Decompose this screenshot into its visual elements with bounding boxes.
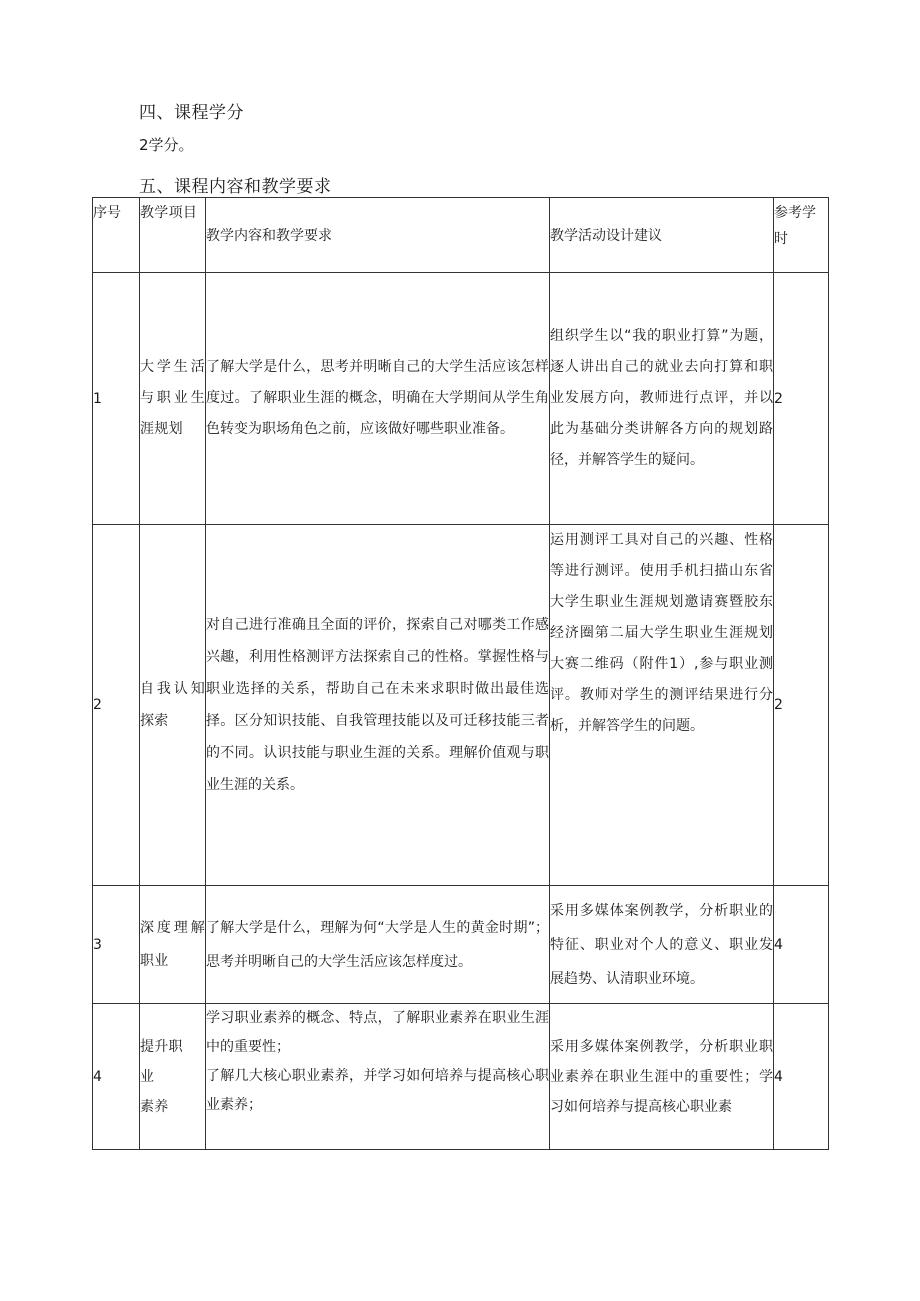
row-num: 2 [93, 525, 140, 886]
header-num: 序号 [93, 198, 140, 273]
row-content-line: 了解几大核心职业素养，并学习如何培养与提高核心职业素养； [206, 1068, 549, 1113]
row-content [206, 1004, 550, 1150]
row-num: 4 [93, 1004, 140, 1150]
table-row [93, 273, 829, 525]
row-num: 1 [93, 273, 140, 525]
credits-text: 2学分。 [139, 136, 194, 154]
credits-heading: 四、课程学分 [139, 103, 244, 123]
row-activity: 采用多媒体案例教学，分析职业职业素养在职业生涯中的重要性；学习如何培养与提高核心职业素 [550, 1004, 774, 1150]
row-item [140, 1004, 206, 1150]
table-row [93, 525, 829, 886]
row-num: 3 [93, 886, 140, 1004]
row-hours: 4 [774, 1004, 829, 1150]
header-content: 教学内容和教学要求 [206, 198, 550, 273]
row-activity: 采用多媒体案例教学，分析职业的特征、职业对个人的意义、职业发展趋势、认清职业环境。 [550, 886, 774, 1004]
table-row [93, 886, 829, 1004]
row-content: 对自己进行准确且全面的评价，探索自己对哪类工作感兴趣，利用性格测评方法探索自己的性格。掌握性格与职业选择的关系，帮助自己在未来求职时做出最佳选择。区分知识技能、自我管理技能以及可迁移技能三者的不同。认识技能与职业生涯的关系。理解价值观与职业生涯的关系。 [206, 525, 550, 886]
row-item: 自我认知探索 [140, 525, 206, 886]
header-item: 教学项目 [140, 198, 206, 273]
table-header-row [93, 198, 829, 273]
table-row [93, 1004, 829, 1150]
row-content-line: 学习职业素养的概念、特点，了解职业素养在职业生涯中的重要性； [206, 1010, 549, 1055]
row-content: 了解大学是什么，思考并明晰自己的大学生活应该怎样度过。了解职业生涯的概念，明确在大学期间从学生角色转变为职场角色之前，应该做好哪些职业准备。 [206, 273, 550, 525]
row-item: 深度理解职业 [140, 886, 206, 1004]
row-item: 大学生活与职业生涯规划 [140, 273, 206, 525]
row-hours: 2 [774, 273, 829, 525]
row-activity: 组织学生以“我的职业打算”为题，逐人讲出自己的就业去向打算和职业发展方向，教师进行点评，并以此为基础分类讲解各方向的规划路径，并解答学生的疑问。 [550, 273, 774, 525]
row-hours: 4 [774, 886, 829, 1004]
header-activity: 教学活动设计建议 [550, 198, 774, 273]
content-heading: 五、课程内容和教学要求 [139, 177, 332, 197]
row-content: 了解大学是什么，理解为何“大学是人生的黄金时期”；思考并明晰自己的大学生活应该怎样度过。 [206, 886, 550, 1004]
row-activity: 运用测评工具对自己的兴趣、性格等进行测评。使用手机扫描山东省大学生职业生涯规划邀请赛暨胶东经济圈第二届大学生职业生涯规划大赛二维码（附件1）,参与职业测评。教师对学生的测评结果进行分析，并解答学生的问题。 [550, 525, 774, 886]
row-item-line: 提升职 [140, 1038, 183, 1055]
row-item-line: 素养 [140, 1098, 169, 1115]
header-hours: 参考学时 [774, 198, 829, 273]
curriculum-table [92, 197, 829, 1150]
row-item-line: 业 [140, 1068, 155, 1085]
row-hours: 2 [774, 525, 829, 886]
